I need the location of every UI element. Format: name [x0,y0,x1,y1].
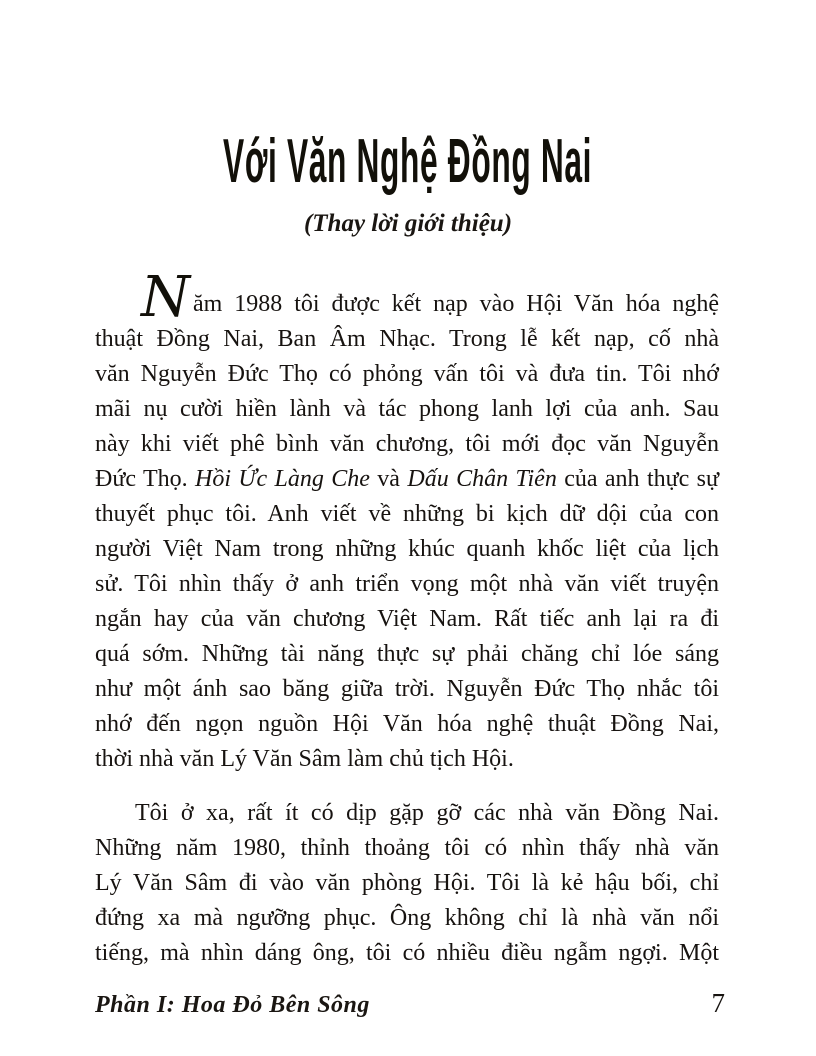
text-line [95,796,719,831]
chapter-title [0,126,816,197]
text-segment: văn Nguyễn Đức Thọ có phỏng vấn tôi và đưa tin. Tôi nhớ [95,361,719,387]
text-segment: Đức Thọ. [95,466,195,492]
drop-cap: N [141,265,190,330]
text-line [95,322,719,357]
text-segment: và [369,466,408,492]
text-segment: Lý Văn Sâm đi vào văn phòng Hội. Tôi là kẻ hậu bối, chỉ [95,870,719,896]
body-text [95,265,720,971]
text-line [95,707,719,742]
text-line [95,357,719,392]
text-line [95,265,719,330]
text-line [95,567,719,602]
text-line [95,497,719,532]
text-line [95,742,719,777]
italic-text-segment: Dấu Chân Tiên [407,466,557,492]
chapter-subtitle-text: (Thay lời giới thiệu) [303,210,513,237]
text-segment: ngắn hay của văn chương Việt Nam. Rất tiếc anh lại ra đi [95,606,719,632]
text-line [95,831,719,866]
text-segment: đứng xa mà ngưỡng phục. Ông không chỉ là nhà văn nổi [95,905,719,931]
text-segment: quá sớm. Những tài năng thực sự phải chăng chỉ lóe sáng [95,641,719,667]
text-segment: thuật Đồng Nai, Ban Âm Nhạc. Trong lễ kết nạp, cố nhà [95,326,719,352]
text-line [95,901,719,936]
text-segment: tiếng, mà nhìn dáng ông, tôi có nhiều điều ngẫm ngợi. Một [95,940,719,966]
text-segment: thời nhà văn Lý Văn Sâm làm chủ tịch Hội. [95,746,514,772]
text-segment: nhớ đến ngọn nguồn Hội Văn hóa nghệ thuật Đồng Nai, [95,711,719,737]
text-line [95,462,719,497]
paragraph [95,265,720,777]
text-segment: Những năm 1980, thỉnh thoảng tôi có nhìn thấy nhà văn [95,835,719,861]
page-footer [95,988,725,1019]
text-segment: Tôi ở xa, rất ít có dịp gặp gỡ các nhà văn Đồng Nai. [135,800,719,826]
text-segment: của anh thực sự [556,466,720,492]
text-line [95,427,719,462]
text-segment: mãi nụ cười hiền lành và tác phong lanh lợi của anh. Sau [95,396,719,422]
text-segment: sử. Tôi nhìn thấy ở anh triển vọng một nhà văn viết truyện [95,571,719,597]
text-line [95,936,719,971]
text-segment: người Việt Nam trong những khúc quanh khốc liệt của lịch [95,536,719,562]
chapter-subtitle [0,210,816,238]
text-line [95,866,719,901]
text-line [95,392,719,427]
page-number: 7 [711,988,725,1018]
italic-text-segment: Hồi Ức Làng Che [195,466,370,492]
text-segment: thuyết phục tôi. Anh viết về những bi kịch dữ dội của con [95,501,719,527]
text-line [95,602,719,637]
text-line [95,637,719,672]
chapter-title-text: Với Văn Nghệ Đồng Nai [223,127,593,197]
text-line [95,672,719,707]
text-segment: này khi viết phê bình văn chương, tôi mới đọc văn Nguyễn [95,431,719,457]
footer-section-label: Phần I: Hoa Đỏ Bên Sông [95,992,370,1018]
paragraph [95,796,719,971]
text-segment: như một ánh sao băng giữa trời. Nguyễn Đức Thọ nhắc tôi [95,676,719,702]
text-line [95,532,719,567]
text-segment: ăm 1988 tôi được kết nạp vào Hội Văn hóa nghệ [193,291,719,317]
